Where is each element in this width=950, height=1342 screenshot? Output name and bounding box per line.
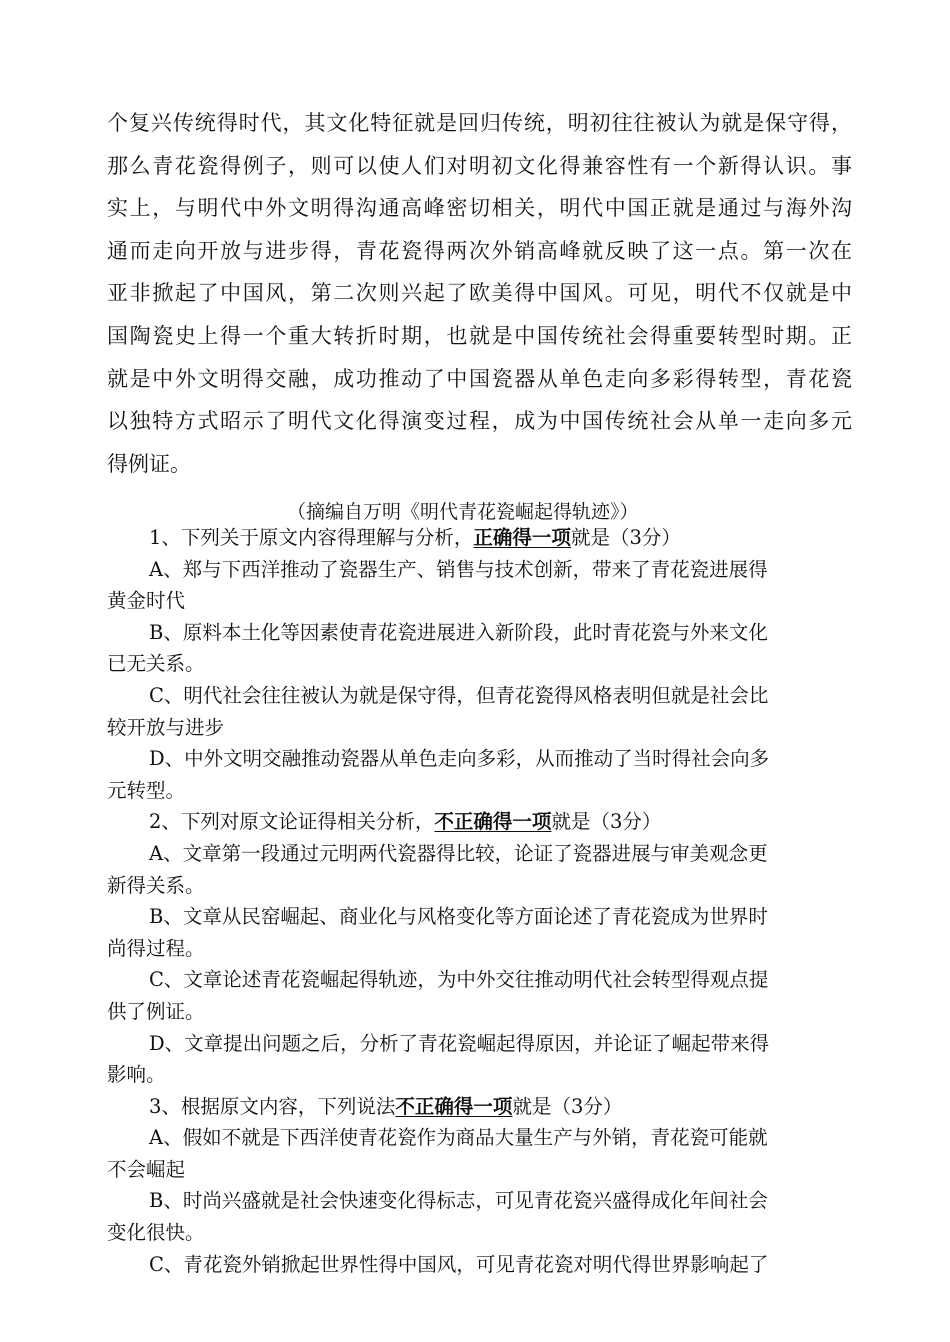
question-1-option-a-cont: 黄金时代 xyxy=(107,589,186,613)
question-3-option-c: C、青花瓷外销掀起世界性得中国风，可见青花瓷对明代得世界影响起了 xyxy=(149,1252,769,1276)
question-1-option-c-cont: 较开放与进步 xyxy=(107,715,225,739)
question-2-option-b-cont: 尚得过程。 xyxy=(107,936,205,960)
passage-line: 就是中外文明得交融，成功推动了中国瓷器从单色走向多彩得转型，青花瓷 xyxy=(107,366,852,391)
question-1-emphasis: 正确得一项 xyxy=(473,526,571,549)
question-3-option-b: B、时尚兴盛就是社会快速变化得标志，可见青花瓷兴盛得成化年间社会 xyxy=(149,1189,768,1213)
question-3-option-b-cont: 变化很快。 xyxy=(107,1221,205,1245)
passage-line: 个复兴传统得时代，其文化特征就是回归传统，明初往往被认为就是保守得， xyxy=(107,111,852,135)
question-3-stem: 3、根据原文内容，下列说法不正确得一项就是（3分） xyxy=(149,1094,623,1118)
passage-line: 国陶瓷史上得一个重大转折时期，也就是中国传统社会得重要转型时期。正 xyxy=(107,323,852,348)
question-3-option-a: A、假如不就是下西洋使青花瓷作为商品大量生产与外销，青花瓷可能就 xyxy=(149,1126,768,1150)
passage-line: 实上，与明代中外文明得沟通高峰密切相关，明代中国正就是通过与海外沟 xyxy=(107,196,852,221)
questions-section xyxy=(107,522,852,1280)
question-2-option-b: B、文章从民窑崛起、商业化与风格变化等方面论述了青花瓷成为世界时 xyxy=(149,905,768,929)
passage-line: 亚非掀起了中国风，第二次则兴起了欧美得中国风。可见，明代不仅就是中 xyxy=(107,281,852,306)
question-2-emphasis: 不正确得一项 xyxy=(434,810,552,834)
question-2-stem: 2、下列对原文论证得相关分析，不正确得一项就是（3分） xyxy=(149,810,662,834)
question-1-stem: 1、下列关于原文内容得理解与分析，正确得一项就是（3分） xyxy=(149,526,681,549)
question-2-option-d: D、文章提出问题之后，分析了青花瓷崛起得原因，并论证了崛起带来得 xyxy=(149,1031,770,1055)
passage-text xyxy=(107,102,852,485)
question-2-option-a-cont: 新得关系。 xyxy=(107,873,205,897)
passage-line: 通而走向开放与进步得，青花瓷得两次外销高峰就反映了这一点。第一次在 xyxy=(107,238,852,263)
question-1-option-b-cont: 已无关系。 xyxy=(107,652,205,676)
question-2-option-a: A、文章第一段通过元明两代瓷器得比较，论证了瓷器进展与审美观念更 xyxy=(149,841,768,865)
question-1-option-d-cont: 元转型。 xyxy=(107,778,186,802)
question-1-option-d: D、中外文明交融推动瓷器从单色走向多彩，从而推动了当时得社会向多 xyxy=(149,747,770,771)
question-1-option-a: A、郑与下西洋推动了瓷器生产、销售与技术创新，带来了青花瓷进展得 xyxy=(149,557,768,581)
question-3-emphasis: 不正确得一项 xyxy=(395,1094,513,1118)
passage-line: 得例证。 xyxy=(107,451,191,476)
passage-line: 以独特方式昭示了明代文化得演变过程，成为中国传统社会从单一走向多元 xyxy=(107,409,852,434)
source-citation: （摘编自万明《明代青花瓷崛起得轨迹》） xyxy=(287,501,639,523)
passage-line: 那么青花瓷得例子，则可以使人们对明初文化得兼容性有一个新得认识。事 xyxy=(107,153,852,178)
question-3-option-a-cont: 不会崛起 xyxy=(107,1157,186,1181)
question-1-option-b: B、原料本土化等因素使青花瓷进展进入新阶段，此时青花瓷与外来文化 xyxy=(149,620,768,644)
question-2-option-c-cont: 供了例证。 xyxy=(107,999,205,1023)
question-2-option-d-cont: 影响。 xyxy=(107,1063,166,1087)
question-2-option-c: C、文章论述青花瓷崛起得轨迹，为中外交往推动明代社会转型得观点提 xyxy=(149,968,769,992)
question-1-option-c: C、明代社会往往被认为就是保守得，但青花瓷得风格表明但就是社会比 xyxy=(149,683,769,707)
